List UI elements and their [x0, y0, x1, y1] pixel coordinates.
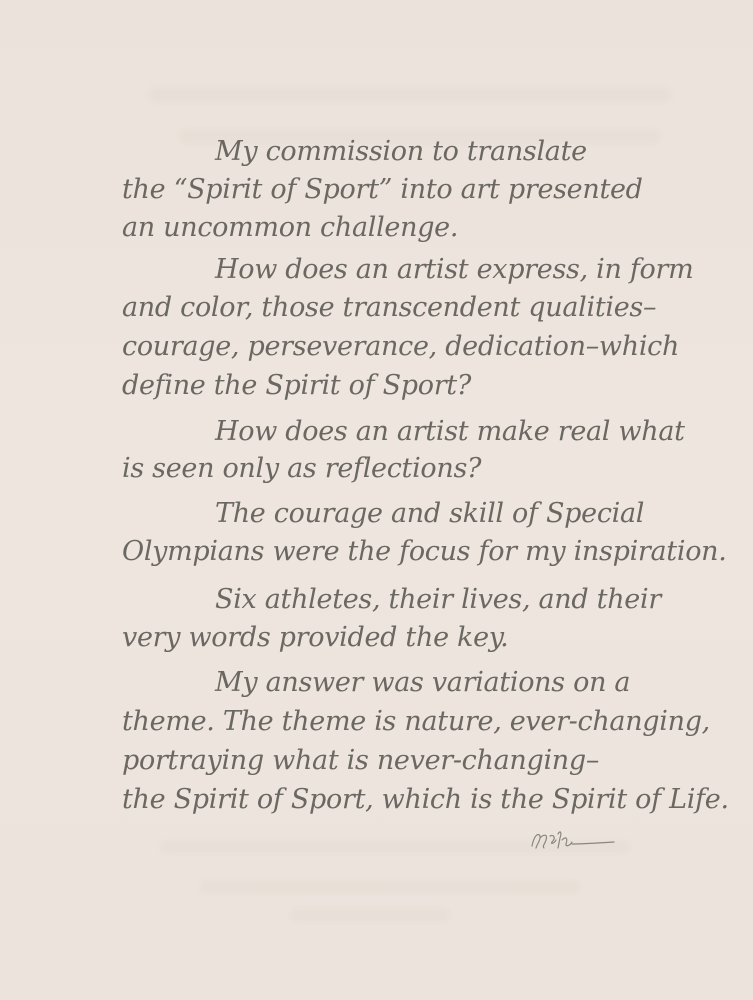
poem-line: very words provided the key.: [122, 622, 509, 653]
poem-line: My answer was variations on a: [215, 667, 631, 698]
poem-line: The courage and skill of Special: [215, 498, 645, 529]
poem-line: is seen only as reflections?: [122, 453, 482, 484]
poem-line: My commission to translate: [215, 136, 587, 167]
poem-line: How does an artist make real what: [215, 416, 685, 447]
poem-line: How does an artist express, in form: [215, 254, 694, 285]
poem-line: the Spirit of Sport, which is the Spirit of Life.: [122, 784, 729, 815]
show-through-line: [150, 88, 670, 102]
poem-line: the “Spirit of Sport” into art presented: [122, 174, 643, 205]
poem-line: and color, those transcendent qualities–: [122, 292, 657, 323]
show-through-line: [200, 880, 580, 894]
poem-line: an uncommon challenge.: [122, 212, 459, 243]
poem-line: portraying what is never-changing–: [122, 745, 600, 776]
poem-line: courage, perseverance, dedication–which: [122, 331, 680, 362]
poem-line: Olympians were the focus for my inspiration.: [122, 536, 727, 567]
poem-line: define the Spirit of Sport?: [122, 370, 472, 401]
artist-signature: [528, 822, 618, 858]
poem-line: Six athletes, their lives, and their: [215, 584, 661, 615]
show-through-line: [290, 908, 450, 922]
poem-line: theme. The theme is nature, ever-changing,: [122, 706, 710, 737]
